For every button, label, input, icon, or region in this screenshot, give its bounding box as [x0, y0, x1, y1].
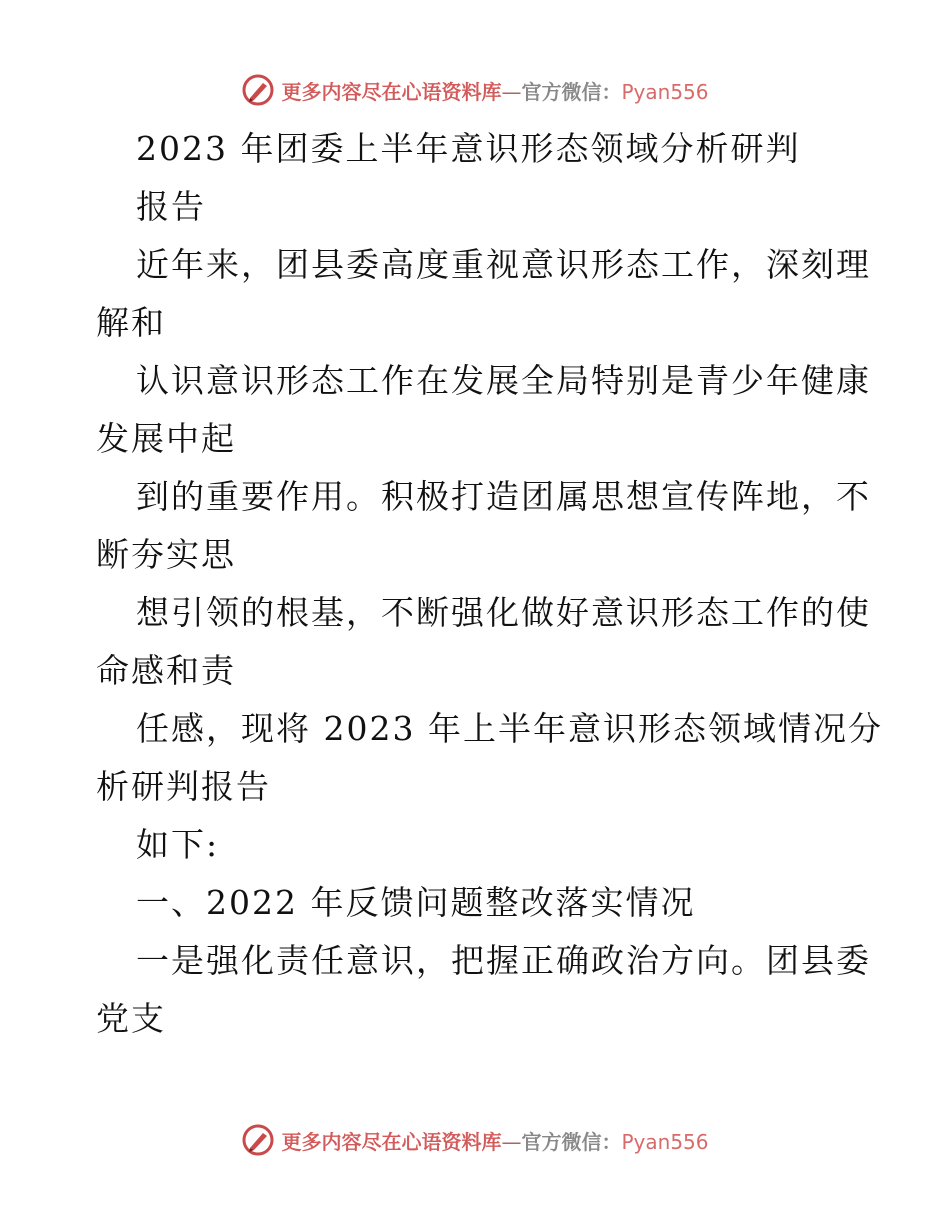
doc-line: 报告	[136, 187, 206, 226]
pen-logo-icon	[241, 73, 275, 107]
banner-dash: —	[501, 79, 522, 104]
doc-line: 2023 年团委上半年意识形态领域分析研判	[136, 129, 801, 168]
doc-line: 近年来，团县委高度重视意识形态工作，深刻理	[136, 245, 871, 284]
banner-dash: —	[501, 1129, 522, 1154]
banner-wechat-label: 官方微信：	[521, 1129, 622, 1154]
banner-wechat-id: Pyan556	[621, 1129, 709, 1154]
doc-line: 如下:	[136, 825, 220, 864]
doc-line: 发展中起	[96, 419, 236, 458]
doc-line: 认识意识形态工作在发展全局特别是青少年健康	[136, 361, 871, 400]
pen-logo-icon	[241, 1123, 275, 1157]
doc-line: 断夯实思	[96, 535, 236, 574]
doc-line: 一、2022 年反馈问题整改落实情况	[136, 883, 696, 922]
header-banner	[0, 70, 950, 110]
banner-main-text: 更多内容尽在心语资料库	[281, 1129, 502, 1154]
banner-wechat-label: 官方微信：	[521, 79, 622, 104]
doc-line: 解和	[96, 303, 166, 342]
doc-line: 到的重要作用。积极打造团属思想宣传阵地，不	[136, 477, 871, 516]
banner-text	[281, 1126, 708, 1155]
banner-main-text: 更多内容尽在心语资料库	[281, 79, 502, 104]
banner-text	[281, 76, 708, 105]
footer-banner	[0, 1120, 950, 1160]
document-body	[96, 120, 883, 1048]
doc-line: 一是强化责任意识，把握正确政治方向。团县委	[136, 941, 871, 980]
doc-line: 任感，现将 2023 年上半年意识形态领域情况分	[136, 709, 883, 748]
doc-line: 想引领的根基，不断强化做好意识形态工作的使	[136, 593, 871, 632]
doc-line: 党支	[96, 999, 166, 1038]
doc-line: 命感和责	[96, 651, 236, 690]
doc-line: 析研判报告	[96, 767, 271, 806]
banner-wechat-id: Pyan556	[621, 79, 709, 104]
